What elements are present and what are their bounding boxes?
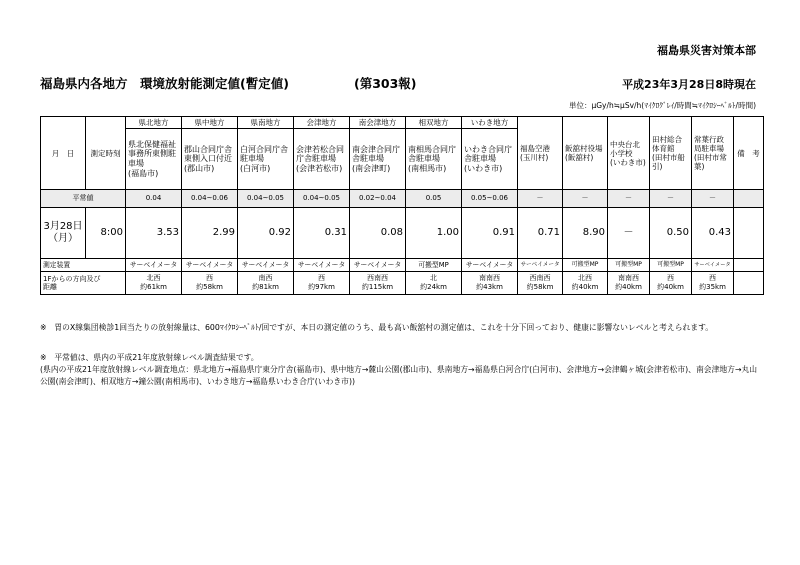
- device-value: サーベイメータ: [518, 259, 563, 272]
- direction-value: 西 約35km: [692, 272, 734, 295]
- remarks-cell: [734, 272, 764, 295]
- device-value: 可搬型MP: [406, 259, 462, 272]
- normal-value: －: [608, 190, 650, 208]
- measurement-value: 3.53: [126, 208, 182, 259]
- normal-value: 0.05: [406, 190, 462, 208]
- measurement-value: 2.99: [182, 208, 238, 259]
- device-value: サーベイメータ: [182, 259, 238, 272]
- measurement-time: 8:00: [86, 208, 126, 259]
- site-header: 郡山合同庁舎東側入口付近 (郡山市): [182, 129, 238, 190]
- as-of-date: 平成23年3月28日8時現在: [622, 78, 756, 91]
- site-header: 県北保健福祉事務所東側駐車場 (福島市): [126, 129, 182, 190]
- normal-value: 0.04: [126, 190, 182, 208]
- device-value: サーベイメータ: [294, 259, 350, 272]
- normal-value: 0.04~0.05: [238, 190, 294, 208]
- device-value: サーベイメータ: [126, 259, 182, 272]
- device-label: 測定装置: [41, 259, 126, 272]
- normal-value: 0.02~0.04: [350, 190, 406, 208]
- site-header: 中央台北小学校 (いわき市): [608, 117, 650, 190]
- device-value: サーベイメータ: [238, 259, 294, 272]
- direction-value: 北 約24km: [406, 272, 462, 295]
- measurement-value: 0.71: [518, 208, 563, 259]
- site-header: 常葉行政局駐車場 (田村市常葉): [692, 117, 734, 190]
- region-header: 会津地方: [294, 117, 350, 129]
- direction-value: 南西 約81km: [238, 272, 294, 295]
- direction-label: 1Fからの方向及び 距離: [41, 272, 126, 295]
- direction-value: 西 約58km: [182, 272, 238, 295]
- region-header: 相双地方: [406, 117, 462, 129]
- organization-name: 福島県災害対策本部: [657, 44, 756, 57]
- region-header: 県南地方: [238, 117, 294, 129]
- site-header: 福島空港 (玉川村): [518, 117, 563, 190]
- direction-value: 北西 約40km: [563, 272, 608, 295]
- normal-value: －: [563, 190, 608, 208]
- measurement-value: 8.90: [563, 208, 608, 259]
- direction-value: 西南西 約58km: [518, 272, 563, 295]
- measurement-value: 0.92: [238, 208, 294, 259]
- device-value: 可搬型MP: [563, 259, 608, 272]
- radiation-table: [40, 116, 764, 295]
- site-header: いわき合同庁舎駐車場 (いわき市): [462, 129, 518, 190]
- region-header-row: [41, 117, 764, 129]
- device-value: 可搬型MP: [608, 259, 650, 272]
- normal-label: 平常値: [41, 190, 126, 208]
- site-header: 田村総合体育館 (田村市船引): [650, 117, 692, 190]
- region-header: 南会津地方: [350, 117, 406, 129]
- normal-value: －: [650, 190, 692, 208]
- device-value: サーベイメータ: [692, 259, 734, 272]
- issue-number: (第303報): [354, 76, 417, 91]
- measurement-value: 0.43: [692, 208, 734, 259]
- measurement-value: 0.08: [350, 208, 406, 259]
- site-header: 南会津合同庁舎駐車場 (南会津町): [350, 129, 406, 190]
- direction-value: 西南西 約115km: [350, 272, 406, 295]
- time-header: 測定時刻: [86, 117, 126, 190]
- device-value: 可搬型MP: [650, 259, 692, 272]
- page-title: 福島県内各地方 環境放射能測定値(暫定値): [40, 76, 289, 91]
- measurement-value: 1.00: [406, 208, 462, 259]
- remarks-cell: [734, 259, 764, 272]
- site-header: 飯舘村役場 (飯舘村): [563, 117, 608, 190]
- note-survey-locations: (県内の平成21年度放射線レベル調査地点：県北地方→福島県庁東分庁舎(福島市)、県中地方→麓山公園(郡山市)、県南地方→福島県白河合庁(白河市)、会津地方→会津鶴ヶ城(会津若松市)、南会津地方→丸山公園(南会津町)、相双地方→鐘公園(南相馬市)、いわき地方→福島県いわき合庁(いわき市)): [40, 365, 758, 387]
- region-header: 県北地方: [126, 117, 182, 129]
- direction-value: 西 約40km: [650, 272, 692, 295]
- region-header: 県中地方: [182, 117, 238, 129]
- note-xray: ※ 胃のX線集団検診1回当たりの放射線量は、600ﾏｲｸﾛｼｰﾍﾞﾙﾄ/回ですが、本日の測定値のうち、最も高い飯舘村の測定値は、これを十分下回っており、健康に影響ないレベルと考えられます。: [40, 323, 714, 332]
- unit-note: 単位：μGy/h≒μSv/h(ﾏｲｸﾛｸﾞﾚｲ/時間≒ﾏｲｸﾛｼｰﾍﾞﾙﾄ/時間): [568, 101, 756, 110]
- direction-value: 北西 約61km: [126, 272, 182, 295]
- measurement-row: [41, 208, 764, 259]
- normal-value: －: [518, 190, 563, 208]
- direction-row: [41, 272, 764, 295]
- region-header: いわき地方: [462, 117, 518, 129]
- direction-value: 西 約97km: [294, 272, 350, 295]
- device-value: サーベイメータ: [462, 259, 518, 272]
- measurement-value: 0.91: [462, 208, 518, 259]
- device-row: [41, 259, 764, 272]
- device-value: サーベイメータ: [350, 259, 406, 272]
- note-normal-values-line: ※ 平常値は、県内の平成21年度放射線レベル調査結果です。: [40, 353, 259, 362]
- normal-value: －: [692, 190, 734, 208]
- normal-value: 0.04~0.06: [182, 190, 238, 208]
- remarks-header: 備 考: [734, 117, 764, 190]
- direction-value: 南南西 約43km: [462, 272, 518, 295]
- direction-value: 南南西 約40km: [608, 272, 650, 295]
- normal-value: 0.05~0.06: [462, 190, 518, 208]
- remarks-cell: [734, 208, 764, 259]
- note-normal-values: [40, 352, 764, 388]
- measurement-value: －: [608, 208, 650, 259]
- measurement-value: 0.31: [294, 208, 350, 259]
- remarks-cell: [734, 190, 764, 208]
- month-day-header: 月 日: [41, 117, 86, 190]
- normal-values-row: [41, 190, 764, 208]
- measurement-date: 3月28日 （月）: [41, 208, 86, 259]
- site-header: 会津若松合同庁舎駐車場 (会津若松市): [294, 129, 350, 190]
- site-header: 南相馬合同庁舎駐車場 (南相馬市): [406, 129, 462, 190]
- measurement-value: 0.50: [650, 208, 692, 259]
- site-header: 白河合同庁舎駐車場 (白河市): [238, 129, 294, 190]
- normal-value: 0.04~0.05: [294, 190, 350, 208]
